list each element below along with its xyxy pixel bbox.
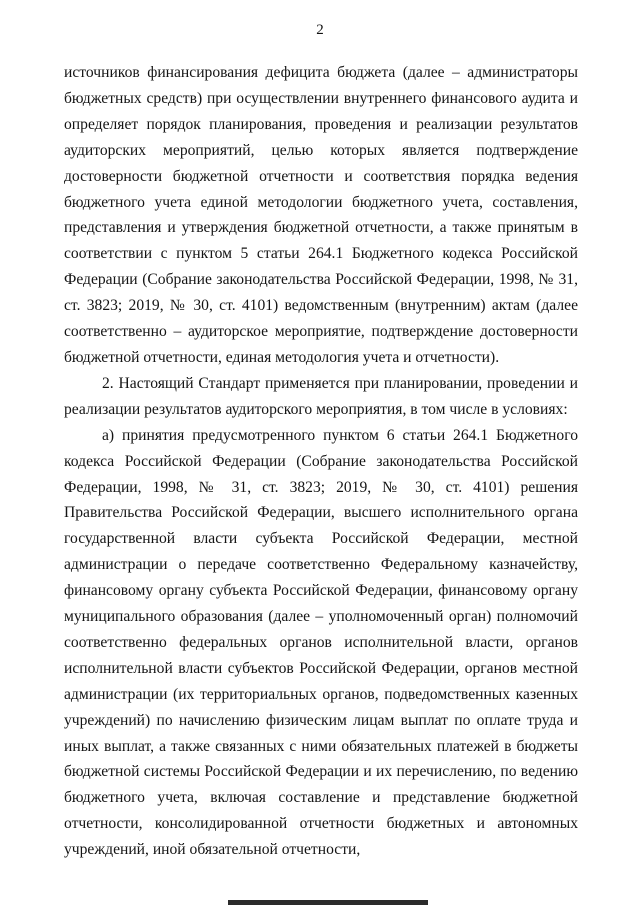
document-body: [64, 60, 578, 863]
scan-shadow-edge: [228, 900, 428, 905]
paragraph-item-2: 2. Настоящий Стандарт применяется при планировании, проведении и реализации результатов аудиторского мероприятия, в том числе в условиях:: [64, 374, 578, 418]
page-number: 2: [316, 22, 324, 38]
paragraph-subitem-a: а) принятия предусмотренного пунктом 6 статьи 264.1 Бюджетного кодекса Российской Федерации (Собрание законодательства Российской Федерации, 1998, № 31, ст. 3823; 2019, № 30, ст. 4101) решения Правительства Российской Федерации, высшего исполнительного органа государственной власти субъекта Российской Федерации, местной администрации о передаче соответственно Федеральному казначейству, финансовому органу субъекта Российской Федерации, финансовому органу муниципального образования (далее – уполномоченный орган) полномочий соответственно федеральных органов исполнительной власти, органов исполнительной власти субъектов Российской Федерации, органов местной администрации (их территориальных органов, подведомственных казенных учреждений) по начислению физическим лицам выплат по оплате труда и иных выплат, а также связанных с ними обязательных платежей в бюджеты бюджетной системы Российской Федерации и их перечислению, по ведению бюджетного учета, включая составление и представление бюджетной отчетности, консолидированной отчетности бюджетных и автономных учреждений, иной обязательной отчетности,: [64, 426, 578, 859]
paragraph-continuation: источников финансирования дефицита бюджета (далее – администраторы бюджетных средств) при осуществлении внутреннего финансового аудита и определяет порядок планирования, проведения и реализации результатов аудиторских мероприятий, целью которых является подтверждение достоверности бюджетной отчетности и соответствия порядка ведения бюджетного учета единой методологии бюджетного учета, составления, представления и утверждения бюджетной отчетности, а также принятым в соответствии с пунктом 5 статьи 264.1 Бюджетного кодекса Российской Федерации (Собрание законодательства Российской Федерации, 1998, № 31, ст. 3823; 2019, № 30, ст. 4101) ведомственным (внутренним) актам (далее соответственно – аудиторское мероприятие, подтверждение достоверности бюджетной отчетности, единая методология учета и отчетности).: [64, 64, 578, 366]
